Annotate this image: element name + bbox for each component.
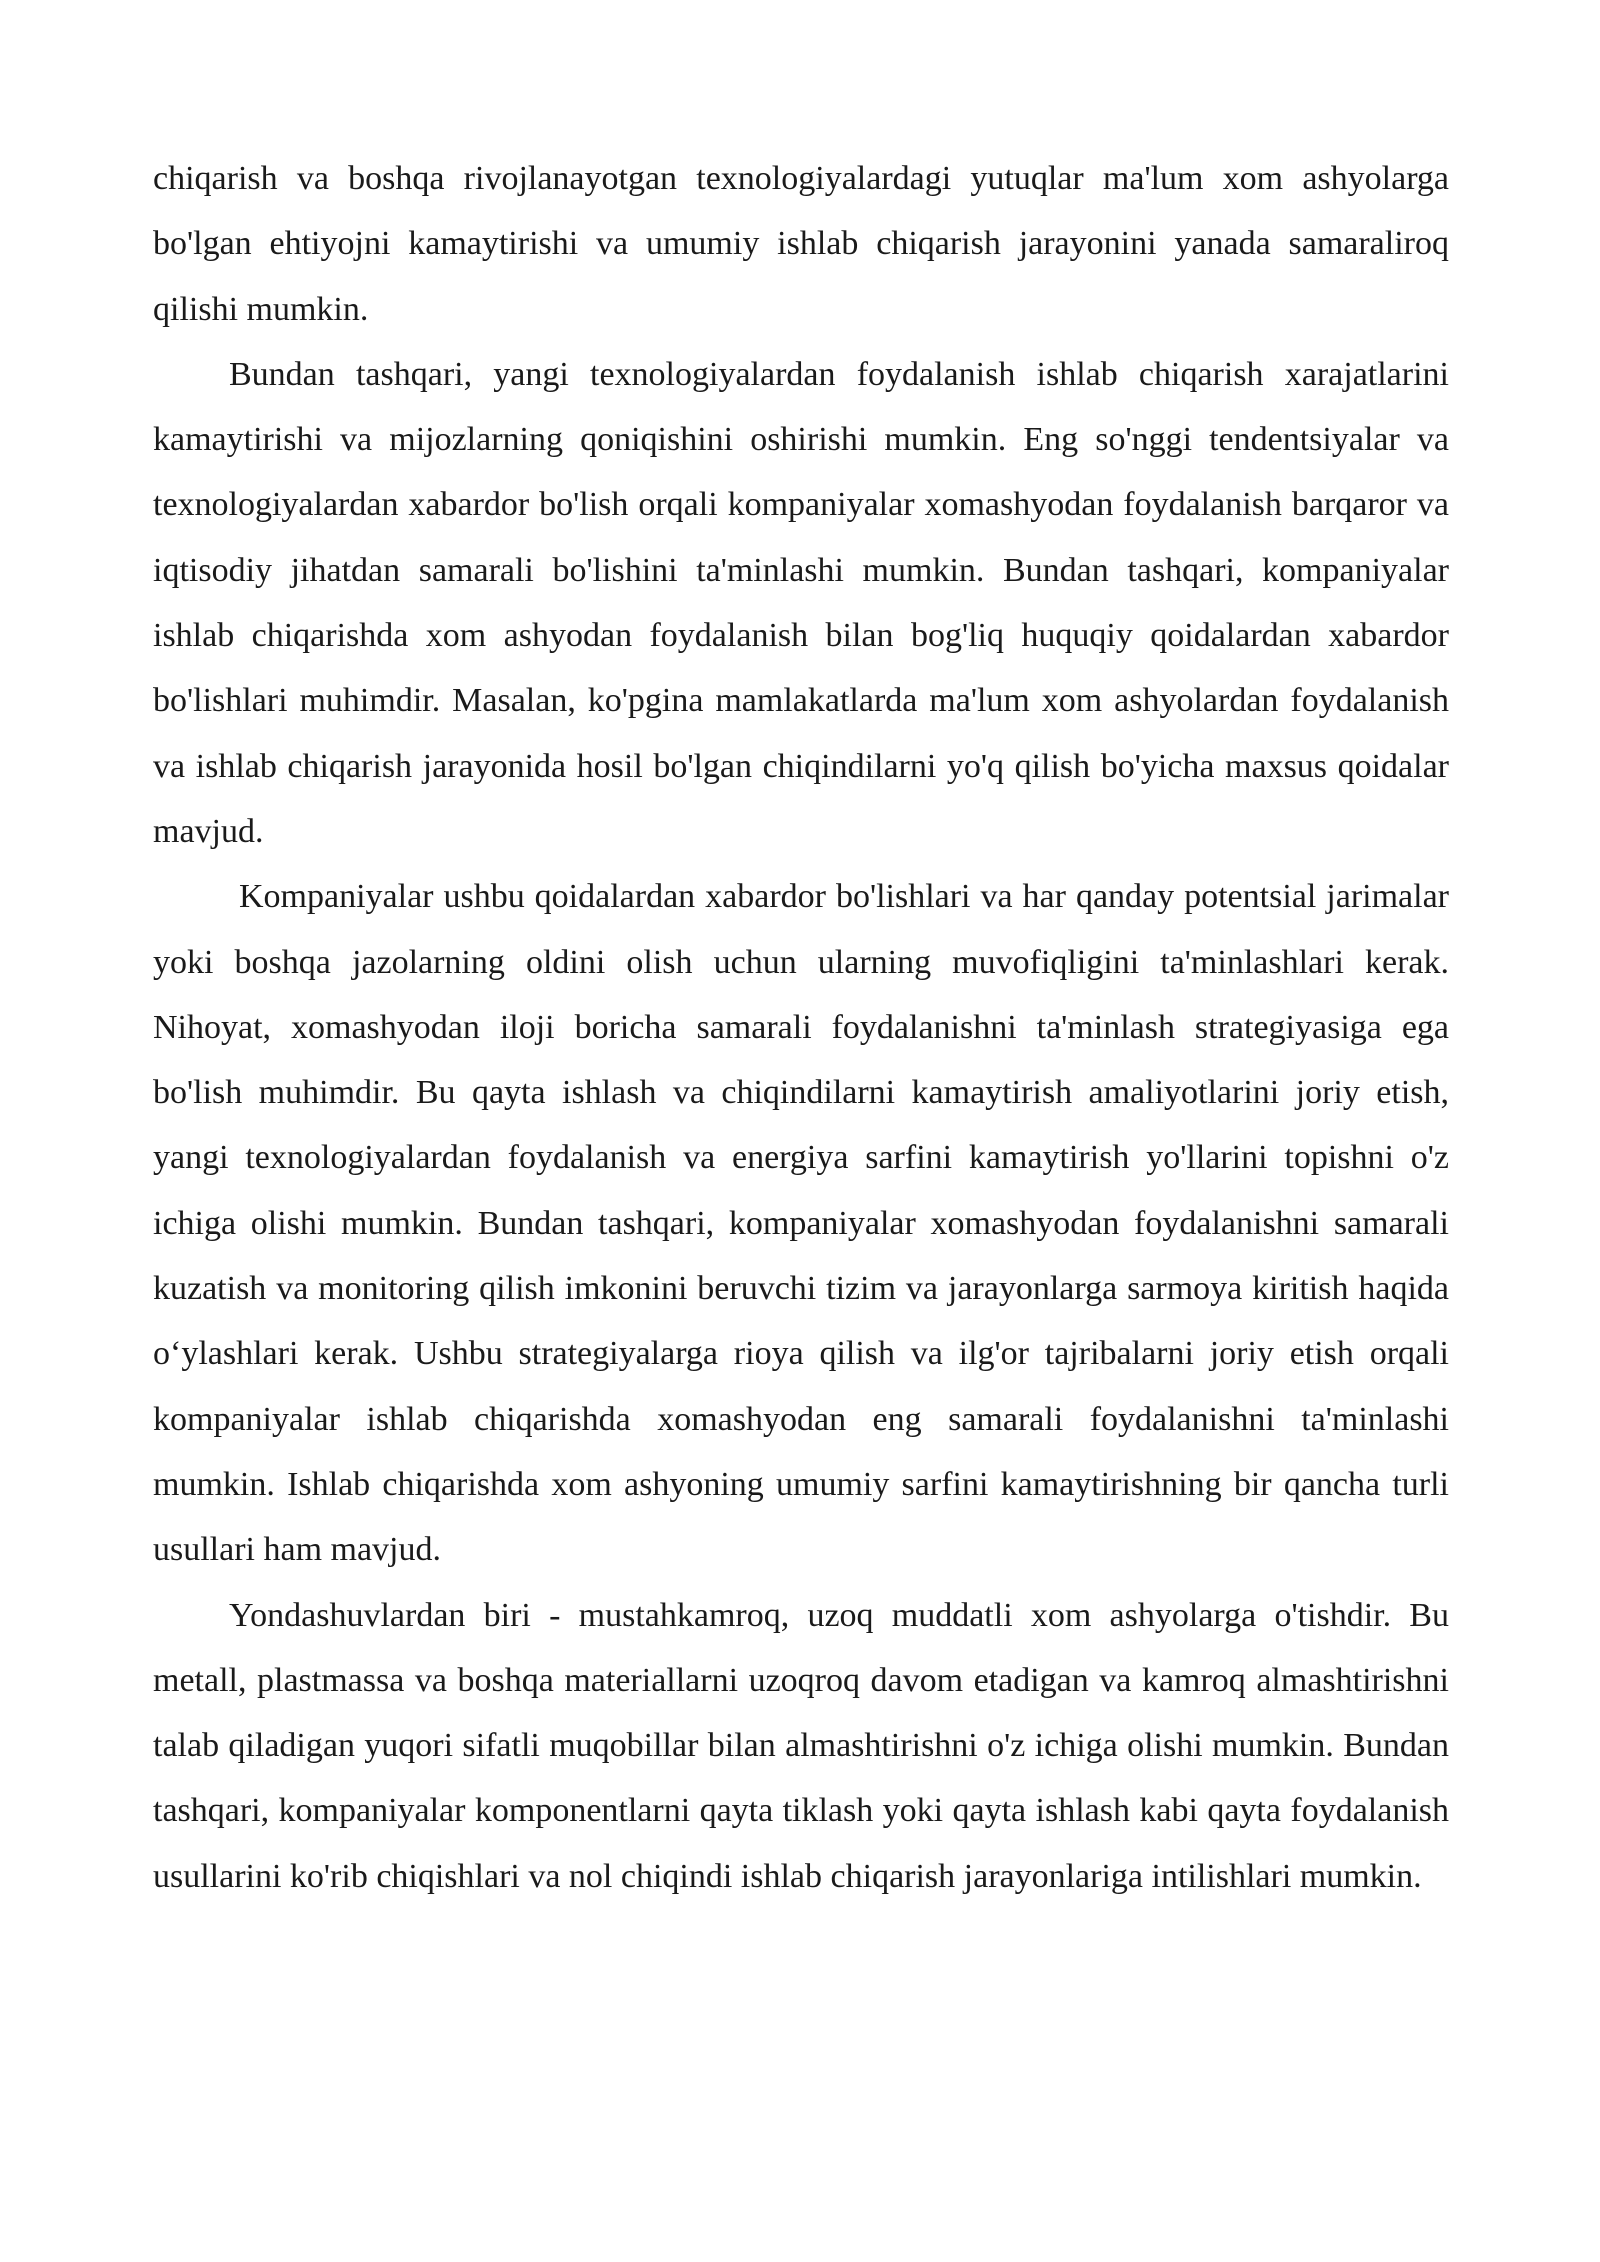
- paragraph-2: Bundan tashqari, yangi texnologiyalardan foydalanish ishlab chiqarish xarajatlarini kamaytirishi va mijozlarning qoniqishini oshirishi mumkin. Eng so'nggi tendentsiyalar va texnologiyalardan xabardor bo'lish orqali kompaniyalar xomashyodan foydalanish barqaror va iqtisodiy jihatdan samarali bo'lishini ta'minlashi mumkin. Bundan tashqari, kompaniyalar ishlab chiqarishda xom ashyodan foydalanish bilan bog'liq huquqiy qoidalardan xabardor bo'lishlari muhimdir. Masalan, ko'pgina mamlakatlarda ma'lum xom ashyolardan foydalanish va ishlab chiqarish jarayonida hosil bo'lgan chiqindilarni yo'q qilish bo'yicha maxsus qoidalar mavjud.: [153, 355, 1449, 850]
- paragraph-1: chiqarish va boshqa rivojlanayotgan texnologiyalardagi yutuqlar ma'lum xom ashyolarga bo'lgan ehtiyojni kamaytirishi va umumiy ishlab chiqarish jarayonini yanada samaraliroq qilishi mumkin.: [153, 160, 1449, 328]
- document-body: [153, 146, 1449, 1909]
- paragraph-3: Kompaniyalar ushbu qoidalardan xabardor bo'lishlari va har qanday potentsial jarimalar yoki boshqa jazolarning oldini olish uchun ularning muvofiqligini ta'minlashlari kerak. Nihoyat, xomashyodan iloji boricha samarali foydalanishni ta'minlash strategiyasiga ega bo'lish muhimdir. Bu qayta ishlash va chiqindilarni kamaytirish amaliyotlarini joriy etish, yangi texnologiyalardan foydalanish va energiya sarfini kamaytirish yo'llarini topishni o'z ichiga olishi mumkin. Bundan tashqari, kompaniyalar xomashyodan foydalanishni samarali kuzatish va monitoring qilish imkonini beruvchi tizim va jarayonlarga sarmoya kiritish haqida o‘ylashlari kerak. Ushbu strategiyalarga rioya qilish va ilg'or tajribalarni joriy etish orqali kompaniyalar ishlab chiqarishda xomashyodan eng samarali foydalanishni ta'minlashi mumkin. Ishlab chiqarishda xom ashyoning umumiy sarfini kamaytirishning bir qancha turli usullari ham mavjud.: [153, 878, 1449, 1569]
- paragraph-4: Yondashuvlardan biri - mustahkamroq, uzoq muddatli xom ashyolarga o'tishdir. Bu metall, plastmassa va boshqa materiallarni uzoqroq davom etadigan va kamroq almashtirishni talab qiladigan yuqori sifatli muqobillar bilan almashtirishni o'z ichiga olishi mumkin. Bundan tashqari, kompaniyalar komponentlarni qayta tiklash yoki qayta ishlash kabi qayta foydalanish usullarini ko'rib chiqishlari va nol chiqindi ishlab chiqarish jarayonlariga intilishlari mumkin.: [153, 1596, 1449, 1895]
